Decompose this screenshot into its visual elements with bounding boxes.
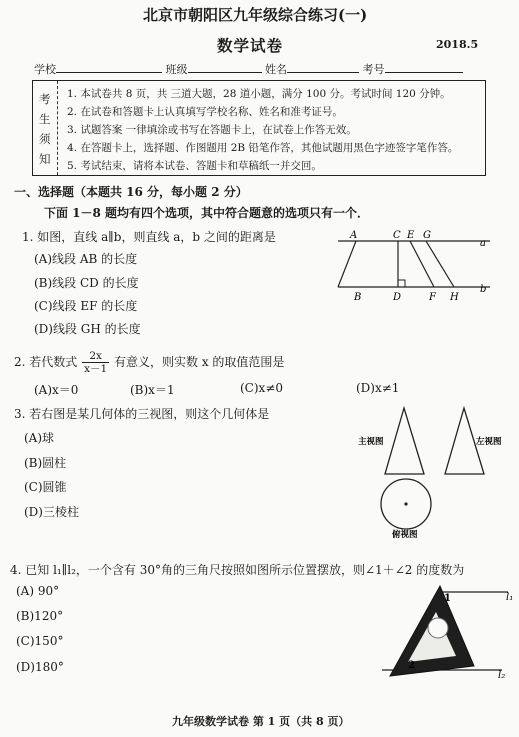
q2-fraction [82, 350, 109, 375]
notice-label-char: 知 [39, 152, 51, 166]
notice-label-char: 须 [39, 132, 51, 146]
q1-option-d: (D)线段 GH 的长度 [34, 322, 141, 336]
notice-label-char: 考 [39, 92, 51, 106]
name-label: 姓名 [265, 63, 287, 76]
section-title: 一、选择题（本题共 16 分，每小题 2 分） [14, 185, 248, 199]
notice-item: 5. 考试结束，请将本试卷、答题卡和草稿纸一并交回。 [67, 160, 322, 172]
q1-option-a: (A)线段 AB 的长度 [34, 252, 138, 266]
school-blank [56, 72, 162, 73]
q3-stem: 3. 若右图是某几何体的三视图，则这个几何体是 [14, 407, 270, 421]
q2-denominator: x－1 [84, 363, 108, 375]
school-label: 学校 [34, 63, 56, 76]
label-e-point: E [407, 230, 415, 241]
notice-item: 4. 在答题卡上，选择题、作图题用 2B 铅笔作答，其他试题用黑色字迹签字笔作答。 [67, 142, 459, 154]
q4-option-b: (B)120° [16, 609, 64, 623]
top-view-label: 俯视图 [392, 530, 418, 540]
notice-label [33, 81, 58, 175]
exam-title: 北京市朝阳区九年级综合练习(一) [143, 6, 368, 24]
q3-option-d: (D)三棱柱 [24, 505, 79, 519]
segment-ab [338, 241, 356, 287]
notice-label-char: 生 [39, 112, 51, 126]
label-line-a: a [480, 238, 486, 249]
q1-option-b: (B)线段 CD 的长度 [34, 276, 139, 290]
page-footer: 九年级数学试卷 第 1 页（共 8 页） [172, 715, 350, 728]
q2-stem-prefix: 2. 若代数式 [14, 355, 78, 369]
label-a-point: A [350, 230, 358, 241]
q2-option-c: (C)x≠0 [240, 381, 284, 395]
label-b-point: B [354, 292, 362, 302]
q1-stem: 1. 如图，直线 a∥b，则直线 a，b 之间的距离是 [22, 230, 276, 244]
ruler-hole [428, 618, 448, 638]
q2-numerator: 2x [82, 350, 109, 363]
q3-figure [352, 404, 502, 540]
class-blank [188, 72, 262, 73]
front-view-triangle [385, 408, 424, 474]
q1-figure [330, 228, 500, 302]
label-l1: l₁ [506, 592, 514, 603]
label-line-b: b [480, 284, 487, 295]
exam-date: 2018.5 [436, 38, 479, 51]
left-view-label: 左视图 [476, 437, 502, 447]
label-l2: l₂ [498, 670, 506, 681]
q1-option-c: (C)线段 EF 的长度 [34, 299, 138, 313]
front-view-label: 主视图 [358, 437, 384, 447]
q4-option-d: (D)180° [16, 660, 64, 674]
q2-option-a: (A)x＝0 [34, 383, 79, 397]
notice-item: 2. 在试卷和答题卡上认真填写学校名称、姓名和准考证号。 [67, 106, 343, 118]
number-label: 考号 [362, 63, 385, 76]
label-c-point: C [393, 230, 401, 241]
info-line [34, 61, 463, 77]
subject-title: 数学试卷 [217, 36, 284, 55]
section-instruction: 下面 1－8 题均有四个选项，其中符合题意的选项只有一个． [44, 206, 370, 220]
q4-figure [378, 580, 518, 686]
label-g-point: G [423, 230, 431, 241]
q3-option-b: (B)圆柱 [24, 456, 67, 470]
label-d-point: D [393, 292, 402, 302]
q4-option-c: (C)150° [16, 634, 64, 648]
name-blank [287, 72, 359, 73]
q3-option-c: (C)圆锥 [24, 480, 67, 494]
q2-stem-suffix: 有意义，则实数 x 的取值范围是 [114, 355, 285, 369]
q2-option-b: (B)x＝1 [130, 383, 175, 397]
angle-1-label: 1 [444, 593, 451, 604]
q4-option-a: (A) 90° [16, 584, 60, 598]
label-f-point: F [429, 292, 436, 302]
notice-item: 3. 试题答案 一律填涂或书写在答题卡上，在试卷上作答无效。 [67, 124, 357, 136]
q4-stem: 4. 已知 l₁∥l₂，一个含有 30°角的三角尺按照如图所示位置摆放，则∠1＋∠2 的度数为 [10, 563, 465, 577]
notice-item: 1. 本试卷共 8 页，共 三道大题，28 道小题，满分 100 分。考试时间 120 分钟。 [67, 88, 451, 100]
top-view-center-dot [404, 502, 407, 505]
q2-option-d: (D)x≠1 [356, 381, 400, 395]
class-label: 班级 [165, 63, 188, 76]
angle-2-label: 2 [408, 660, 415, 671]
notice-box [32, 80, 486, 176]
label-h-point: H [450, 292, 459, 302]
number-blank [385, 72, 463, 73]
q2-stem [14, 350, 284, 375]
right-angle-mark [398, 280, 405, 287]
q3-option-a: (A)球 [24, 431, 55, 445]
